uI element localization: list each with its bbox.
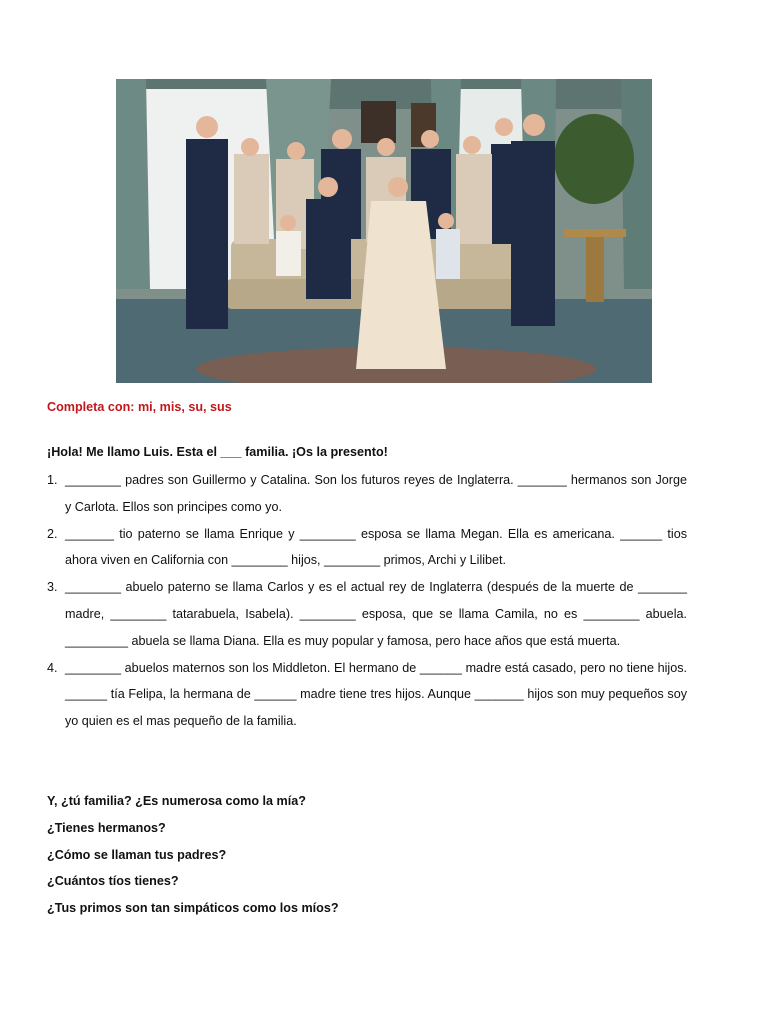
exercise-number: 1. [47, 473, 58, 487]
exercise-text: ________ abuelos maternos son los Middleton. El hermano de ______ madre está casado, pero no tiene hijos. ______ tía Felipa, la hermana de ______ madre tiene tres hijos. Aunque _______ hijos son muy pequeños soy yo quien es el mas pequeño de la familia. [65, 660, 687, 729]
exercise-text: ________ abuelo paterno se llama Carlos y es el actual rey de Inglaterra (después de la muerte de _______ madre, ________ tatarabuela, Isabela). ________ esposa, que se llama Camila, no es ________ abuela. _________ abuela se llama Diana. Ella es muy popular y famosa, pero hace años que está muerta. [65, 580, 687, 648]
question-item: ¿Cuántos tíos tienes? [47, 874, 179, 889]
question-item: ¿Tus primos son tan simpáticos como los míos? [47, 901, 339, 916]
question-item: ¿Tienes hermanos? [47, 820, 166, 835]
exercise-item [47, 655, 687, 735]
exercise-list [47, 467, 687, 735]
question-list [47, 788, 339, 922]
exercise-number: 2. [47, 526, 58, 541]
exercise-item [47, 574, 687, 654]
exercise-item [47, 521, 687, 575]
exercise-number: 3. [47, 580, 58, 595]
family-portrait-photo [116, 79, 652, 383]
family-portrait-icon [116, 79, 652, 383]
intro-text: ¡Hola! Me llamo Luis. Esta el ___ familia. ¡Os la presento! [47, 445, 388, 459]
exercise-text: ________ padres son Guillermo y Catalina. Son los futuros reyes de Inglaterra. _______ hermanos son Jorge y Carlota. Ellos son principes como yo. [65, 473, 687, 514]
question-item: ¿Cómo se llaman tus padres? [47, 847, 227, 862]
exercise-text: _______ tio paterno se llama Enrique y ________ esposa se llama Megan. Ella es americana. ______ tios ahora viven en California con ________ hijos, ________ primos, Archi y Lilibet. [65, 526, 687, 568]
question-item: Y, ¿tú familia? ¿Es numerosa como la mía? [47, 794, 306, 808]
exercise-number: 4. [47, 660, 58, 675]
exercise-item [47, 467, 687, 521]
exercise-instruction: Completa con: mi, mis, su, sus [47, 400, 232, 414]
